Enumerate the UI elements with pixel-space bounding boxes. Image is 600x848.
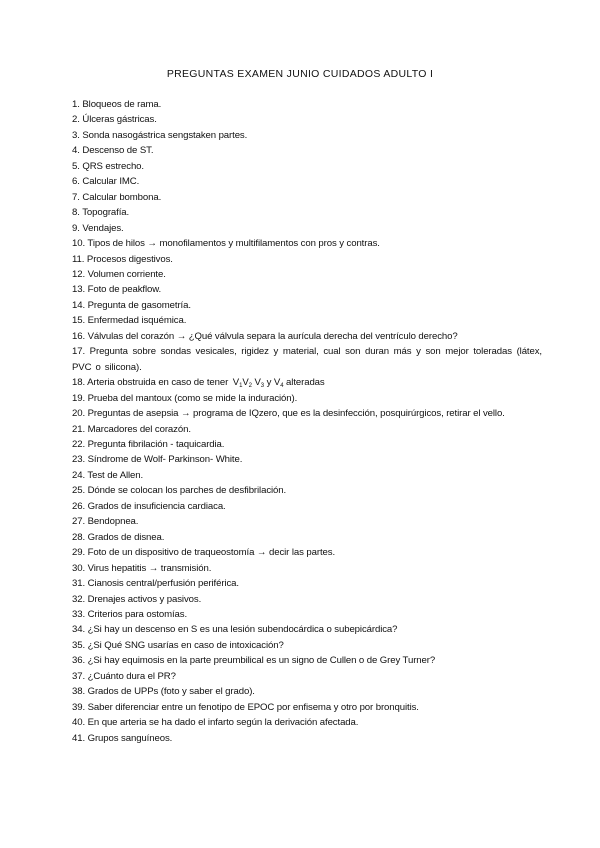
list-item: 3. Sonda nasogástrica sengstaken partes. [72,129,248,141]
list-item: 2. Úlceras gástricas. [72,114,157,126]
list-item: 36. ¿Si hay equimosis en la parte preumbilical es un signo de Cullen o de Grey Turner? [72,655,436,667]
lead-v2: $V_2$ [242,377,252,390]
lead-v4: $V_4$ [273,377,284,390]
list-item: 19. Prueba del mantoux (como se mide la induración). [72,392,298,404]
item-18-tail: alteradas [286,377,325,389]
list-item-18 [72,375,542,390]
list-item: 17. Pregunta sobre sondas vesicales, rigidez y material, cual son duran más y son mejor toleradas (látex, PVC o silicona). [72,346,542,373]
list-item: 9. Vendajes. [72,222,124,234]
list-item: 16. Válvulas del corazón → ¿Qué válvula separa la aurícula derecha del ventrículo derecho? [72,330,458,342]
list-item: 7. Calcular bombona. [72,191,162,203]
list-item: 15. Enfermedad isquémica. [72,315,187,327]
conjunction: y [266,377,272,389]
list-item: 39. Saber diferenciar entre un fenotipo de EPOC por enfisema y otro por bronquitis. [72,701,419,713]
list-item: 38. Grados de UPPs (foto y saber el grado). [72,686,255,698]
list-item: 4. Descenso de ST. [72,145,154,157]
list-item: 22. Pregunta fibrilación - taquicardia. [72,438,225,450]
item-18-text: 18. Arteria obstruida en caso de tener [72,377,229,389]
list-item: 32. Drenajes activos y pasivos. [72,593,202,605]
list-item: 8. Topografía. [72,207,130,219]
list-item: 34. ¿Si hay un descenso en S es una lesión subendocárdica o subepicárdica? [72,624,398,636]
list-item: 26. Grados de insuficiencia cardiaca. [72,500,226,512]
list-item: 29. Foto de un dispositivo de traqueostomía → decir las partes. [72,547,336,559]
list-item: 20. Preguntas de asepsia → programa de IQzero, que es la desinfección, posquirúrgicos, retirar el vello. [72,408,505,420]
list-item: 14. Pregunta de gasometría. [72,299,191,311]
list-item: 41. Grupos sanguíneos. [72,732,173,744]
list-item: 6. Calcular IMC. [72,176,140,188]
list-item: 27. Bendopnea. [72,516,139,528]
list-item: 5. QRS estrecho. [72,160,144,172]
list-item: 11. Procesos digestivos. [72,253,173,265]
list-item: 25. Dónde se colocan los parches de desfibrilación. [72,485,287,497]
list-item: 24. Test de Allen. [72,469,144,481]
list-item: 23. Síndrome de Wolf- Parkinson- White. [72,454,243,466]
lead-v3: $V_3$ [254,377,265,390]
list-item: 35. ¿Si Qué SNG usarías en caso de intoxicación? [72,639,284,651]
question-list [72,97,542,746]
list-item: 30. Virus hepatitis → transmisión. [72,562,212,574]
document-title: PREGUNTAS EXAMEN JUNIO CUIDADOS ADULTO I [166,68,434,80]
list-item: 13. Foto de peakflow. [72,284,162,296]
lead-v1: $V_1$ [232,377,243,390]
list-item: 10. Tipos de hilos → monofilamentos y multifilamentos con pros y contras. [72,238,380,250]
list-item: 33. Criterios para ostomías. [72,608,188,620]
list-item: 28. Grados de disnea. [72,531,165,543]
list-item: 21. Marcadores del corazón. [72,423,191,435]
list-item: 12. Volumen corriente. [72,268,166,280]
list-item: 37. ¿Cuánto dura el PR? [72,670,176,682]
list-item: 1. Bloqueos de rama. [72,99,162,110]
list-item: 31. Cianosis central/perfusión periférica. [72,578,239,590]
list-item: 40. En que arteria se ha dado el infarto según la derivación afectada. [72,717,359,729]
